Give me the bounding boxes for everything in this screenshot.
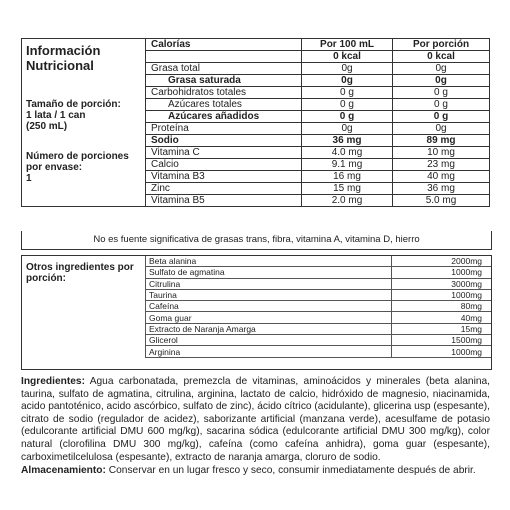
other-ingredient-row	[146, 335, 492, 346]
nutrient-name: Calcio	[146, 159, 302, 171]
nutrient-per-100ml: 36 mg	[302, 135, 393, 147]
storage-paragraph	[21, 465, 490, 478]
other-ingredient-name: Taurina	[146, 289, 392, 300]
serving-size-label: Tamaño de porción:	[26, 99, 121, 110]
other-ingredient-name: Cafeína	[146, 301, 392, 312]
nutrient-per-serving: 40 mg	[393, 171, 490, 183]
other-ingredient-name: Arginina	[146, 346, 392, 357]
nutrient-per-100ml: 0 g	[302, 99, 393, 111]
other-ingredients-table	[145, 256, 491, 358]
nutrient-name: Vitamina B3	[146, 171, 302, 183]
ingredients-paragraph	[21, 376, 490, 464]
calories-per-serving: 0 kcal	[393, 51, 490, 63]
header-per-100ml: Por 100 mL	[302, 39, 393, 51]
nutrient-per-100ml: 4.0 mg	[302, 147, 393, 159]
nutrient-per-100ml: 0g	[302, 63, 393, 75]
other-ingredient-value: 1500mg	[392, 335, 492, 346]
nutrient-name: Azúcares totales	[146, 99, 302, 111]
other-ingredient-value: 1000mg	[392, 289, 492, 300]
nutrient-per-serving: 0g	[393, 63, 490, 75]
other-ingredient-value: 3000mg	[392, 278, 492, 289]
calories-per-100ml: 0 kcal	[302, 51, 393, 63]
nutrient-name: Grasa saturada	[146, 75, 302, 87]
other-ingredient-name: Citrulina	[146, 278, 392, 289]
nutrient-per-serving: 0g	[393, 75, 490, 87]
servings-per-container-value: 1	[26, 173, 32, 184]
other-ingredient-name: Goma guar	[146, 312, 392, 323]
header-per-serving: Por porción	[393, 39, 490, 51]
nutrient-name: Zinc	[146, 183, 302, 195]
nutrient-per-serving: 0 g	[393, 99, 490, 111]
header-row	[22, 39, 490, 51]
other-ingredient-value: 2000mg	[392, 256, 492, 267]
other-ingredient-value: 15mg	[392, 323, 492, 334]
storage-label: Almacenamiento:	[21, 465, 106, 476]
serving-size-ml: (250 mL)	[26, 121, 68, 132]
nutrient-per-serving: 0 g	[393, 111, 490, 123]
other-ingredient-row	[146, 301, 492, 312]
other-ingredient-row	[146, 256, 492, 267]
nutrient-per-serving: 89 mg	[393, 135, 490, 147]
other-ingredient-name: Sulfato de agmatina	[146, 267, 392, 278]
nutrient-per-100ml: 0 g	[302, 111, 393, 123]
other-ingredient-value: 40mg	[392, 312, 492, 323]
nutrient-per-100ml: 2.0 mg	[302, 195, 393, 207]
other-ingredient-row	[146, 346, 492, 357]
nutrient-per-serving: 36 mg	[393, 183, 490, 195]
serving-info	[22, 39, 146, 207]
other-ingredient-row	[146, 267, 492, 278]
nutrient-name: Azúcares añadidos	[146, 111, 302, 123]
nutrient-per-100ml: 0 g	[302, 87, 393, 99]
nutrient-per-100ml: 0g	[302, 75, 393, 87]
nutrition-title: Información Nutricional	[26, 43, 101, 73]
nutrient-name: Proteína	[146, 123, 302, 135]
other-ingredient-value: 1000mg	[392, 346, 492, 357]
other-ingredient-value: 80mg	[392, 301, 492, 312]
nutrition-facts-table	[21, 38, 490, 207]
nutrient-per-serving: 0 g	[393, 87, 490, 99]
nutrient-per-serving: 5.0 mg	[393, 195, 490, 207]
nutrient-name: Vitamina B5	[146, 195, 302, 207]
nutrient-per-serving: 10 mg	[393, 147, 490, 159]
nutrient-name: Sodio	[146, 135, 302, 147]
storage-text: Conservar en un lugar fresco y seco, consumir inmediatamente después de abrir.	[108, 465, 476, 476]
ingredients-label: Ingredientes:	[21, 376, 85, 387]
nutrient-per-serving: 23 mg	[393, 159, 490, 171]
other-ingredient-row	[146, 289, 492, 300]
servings-per-container-label: Número de porciones por envase:	[26, 151, 129, 173]
other-ingredient-name: Extracto de Naranja Amarga	[146, 323, 392, 334]
other-ingredient-row	[146, 312, 492, 323]
nutrient-per-100ml: 9.1 mg	[302, 159, 393, 171]
other-ingredients-label: Otros ingredientes por porción:	[26, 262, 134, 284]
ingredients-text: Agua carbonatada, premezcla de vitaminas, aminoácidos y minerales (beta alanina, taurina, sulfato de agmatina, citrulina, arginina, lactato de calcio, hidróxido de magnesio, niacinamida, acido pantoténico, acido ascórbico, sulfato de zinc), ácido cítrico (acidulante), glicerina usp (espesante), citrato de sodio (regulador de acidez), saborizante artificial (manzana verde), acesulfame de potasio (edulcorante artificial DMU 600 mg/kg), sacarina sódica (edulcorante artificial DMU 300 mg/kg), color natural (clorofilina DMU 300 mg/kg), cafeína (como cafeína anhidra), goma guar (espesante), carboximetilcelulosa (espesante), extracto de naranja amarga, cloruro de sodio.	[21, 376, 490, 463]
other-ingredient-name: Glicerol	[146, 335, 392, 346]
nutrient-per-serving: 0g	[393, 123, 490, 135]
other-ingredient-value: 1000mg	[392, 267, 492, 278]
nutrient-per-100ml: 0g	[302, 123, 393, 135]
calories-blank	[146, 51, 302, 63]
nutrient-per-100ml: 15 mg	[302, 183, 393, 195]
header-calories: Calorías	[146, 39, 302, 51]
other-ingredients-panel	[21, 255, 492, 370]
nutrition-footnote: No es fuente significativa de grasas trans, fibra, vitamina A, vitamina D, hierro	[21, 231, 492, 250]
serving-size-value: 1 lata / 1 can	[26, 110, 86, 121]
nutrient-name: Grasa total	[146, 63, 302, 75]
other-ingredient-row	[146, 323, 492, 334]
nutrient-name: Carbohidratos totales	[146, 87, 302, 99]
nutrient-per-100ml: 16 mg	[302, 171, 393, 183]
other-ingredient-row	[146, 278, 492, 289]
nutrient-name: Vitamina C	[146, 147, 302, 159]
other-ingredient-name: Beta alanina	[146, 256, 392, 267]
